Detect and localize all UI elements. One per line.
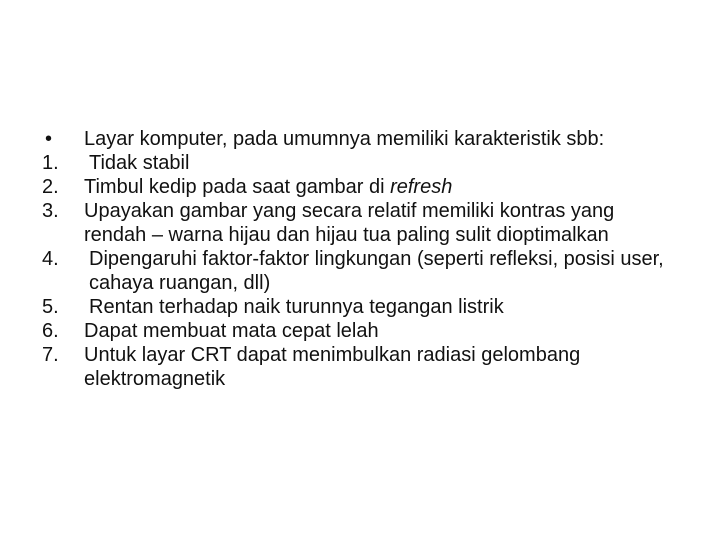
list-item-text: Tidak stabil bbox=[89, 152, 190, 174]
list-item-6 bbox=[42, 319, 682, 343]
refresh-term: refresh bbox=[390, 176, 453, 198]
list-item-3 bbox=[42, 199, 682, 247]
list-item-text-main: Timbul kedip pada saat gambar di bbox=[84, 176, 391, 198]
list-item-text bbox=[84, 175, 682, 199]
list-number: 5. bbox=[42, 296, 59, 318]
list-item-2 bbox=[42, 175, 682, 199]
list-number: 2. bbox=[42, 176, 59, 198]
list-item-text: Untuk layar CRT dapat menimbulkan radiasi gelombang elektromagnetik bbox=[84, 344, 581, 390]
intro-text: Layar komputer, pada umumnya memiliki karakteristik sbb: bbox=[84, 128, 605, 150]
list-item-7 bbox=[42, 343, 682, 391]
bullet-marker: • bbox=[45, 128, 53, 150]
list-item-text: Dipengaruhi faktor-faktor lingkungan (seperti refleksi, posisi user, cahaya ruangan, dll) bbox=[89, 248, 664, 294]
intro-bullet bbox=[42, 127, 682, 151]
slide-body bbox=[42, 127, 682, 391]
list-number: 1. bbox=[42, 152, 59, 174]
list-item-1 bbox=[42, 151, 682, 175]
list-item-text: Upayakan gambar yang secara relatif memiliki kontras yang rendah – warna hijau dan hijau tua paling sulit dioptimalkan bbox=[84, 200, 615, 246]
list-item-4 bbox=[42, 247, 682, 295]
list-item-text: Rentan terhadap naik turunnya tegangan listrik bbox=[89, 296, 504, 318]
list-number: 4. bbox=[42, 248, 59, 270]
list-number: 3. bbox=[42, 200, 59, 222]
list-number: 6. bbox=[42, 320, 59, 342]
list-number: 7. bbox=[42, 344, 59, 366]
list-item-text: Dapat membuat mata cepat lelah bbox=[84, 320, 379, 342]
list-item-5 bbox=[42, 295, 682, 319]
